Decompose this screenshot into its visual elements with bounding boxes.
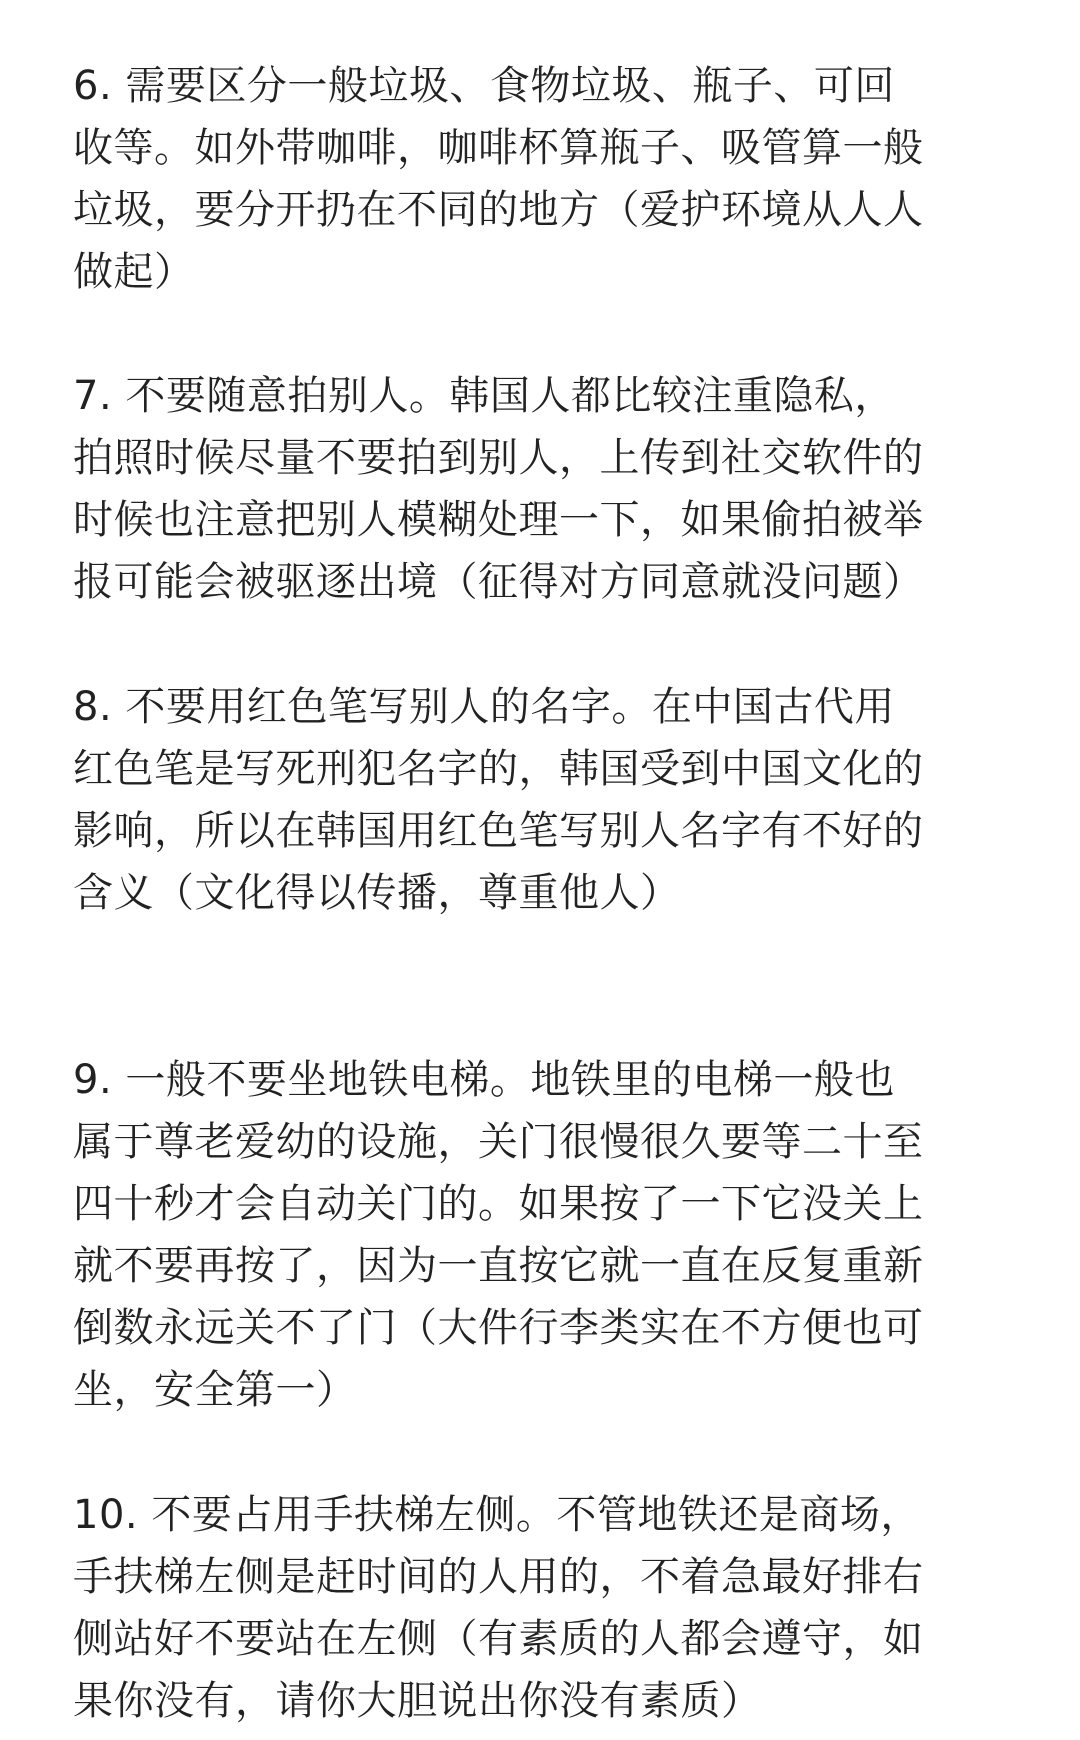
list-item-7: [73, 365, 1013, 613]
text-line: 手扶梯左侧是赶时间的人用的，不着急最好排右: [73, 1554, 924, 1600]
text-line: 果你没有，请你大胆说出你没有素质）: [73, 1678, 762, 1724]
text-line: 就不要再按了，因为一直按它就一直在反复重新: [73, 1243, 924, 1289]
list-item-10: [73, 1484, 1013, 1732]
text-line: 四十秒才会自动关门的。如果按了一下它没关上: [73, 1181, 924, 1227]
text-line: 8. 不要用红色笔写别人的名字。在中国古代用: [73, 684, 895, 730]
text-line: 收等。如外带咖啡，咖啡杯算瓶子、吸管算一般: [73, 125, 924, 171]
text-line: 报可能会被驱逐出境（征得对方同意就没问题）: [73, 559, 924, 605]
text-line: 含义（文化得以传播，尊重他人）: [73, 870, 681, 916]
text-line: 红色笔是写死刑犯名字的，韩国受到中国文化的: [73, 746, 924, 792]
text-line: 坐，安全第一）: [73, 1367, 357, 1413]
list-item-9: [73, 1049, 1013, 1421]
text-line: 倒数永远关不了门（大件行李类实在不方便也可: [73, 1305, 924, 1351]
text-line: 属于尊老爱幼的设施，关门很慢很久要等二十至: [73, 1119, 924, 1165]
list-item-6: [73, 55, 1013, 303]
text-line: 侧站好不要站在左侧（有素质的人都会遵守，如: [73, 1616, 924, 1662]
list-item-8: [73, 676, 1013, 924]
text-line: 7. 不要随意拍别人。韩国人都比较注重隐私，: [73, 373, 895, 419]
text-line: 10. 不要占用手扶梯左侧。不管地铁还是商场，: [73, 1492, 921, 1538]
text-line: 做起）: [73, 249, 195, 295]
text-line: 影响，所以在韩国用红色笔写别人名字有不好的: [73, 808, 924, 854]
text-line: 时候也注意把别人模糊处理一下，如果偷拍被举: [73, 497, 924, 543]
text-line: 垃圾，要分开扔在不同的地方（爱护环境从人人: [73, 187, 924, 233]
text-line: 9. 一般不要坐地铁电梯。地铁里的电梯一般也: [73, 1057, 895, 1103]
text-line: 6. 需要区分一般垃圾、食物垃圾、瓶子、可回: [73, 63, 895, 109]
text-line: 拍照时候尽量不要拍到别人，上传到社交软件的: [73, 435, 924, 481]
